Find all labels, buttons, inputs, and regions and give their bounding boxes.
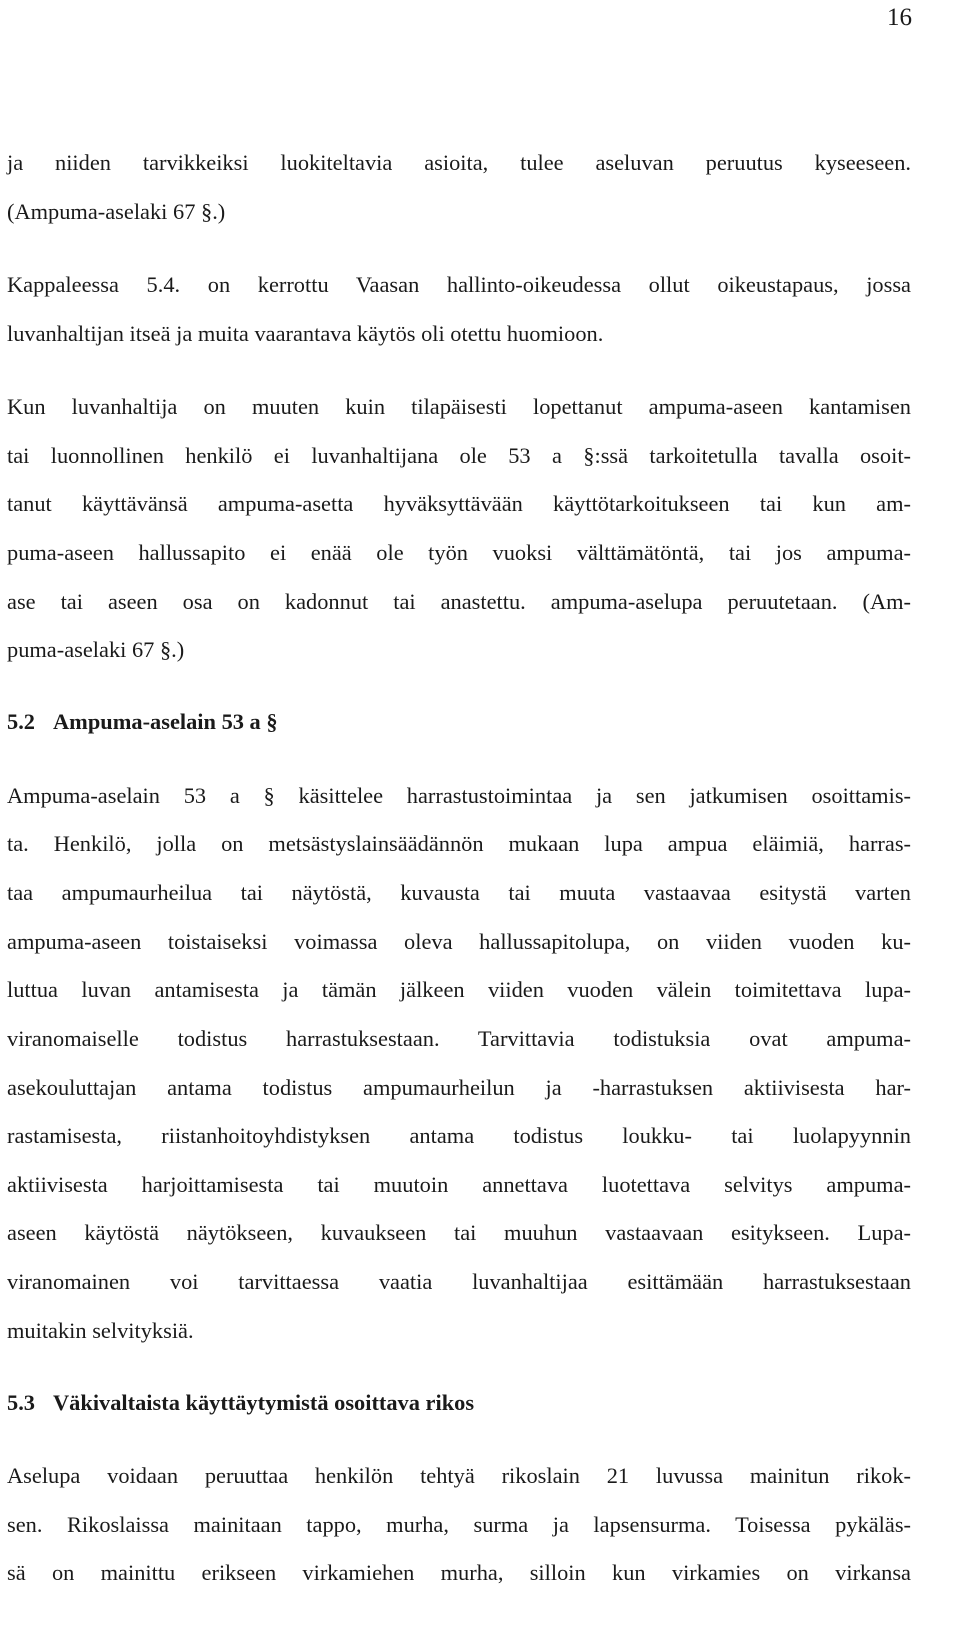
text-line: (Ampuma-aselaki 67 §.) xyxy=(7,199,226,224)
text-line: sä on mainittu erikseen virkamiehen murha, silloin kun virkamies on virkansa xyxy=(7,1560,911,1585)
section-heading xyxy=(7,1388,474,1418)
text-line: tanut käyttävänsä ampuma-asetta hyväksyttävään käyttötarkoitukseen tai kun am- xyxy=(7,491,911,516)
text-line: puma-aseen hallussapito ei enää ole työn vuoksi välttämätöntä, tai jos ampuma- xyxy=(7,540,911,565)
text-line: aktiivisesta harjoittamisesta tai muutoin annettava luotettava selvitys ampuma- xyxy=(7,1172,911,1197)
section-number: 5.2 xyxy=(7,709,35,734)
text-line: viranomaiselle todistus harrastuksestaan. Tarvittavia todistuksia ovat ampuma- xyxy=(7,1026,911,1051)
text-line: puma-aselaki 67 §.) xyxy=(7,637,185,662)
text-line: aseen käytöstä näytökseen, kuvaukseen tai muuhun vastaavaan esitykseen. Lupa- xyxy=(7,1220,911,1245)
text-line: asekouluttajan antama todistus ampumaurheilun ja -harrastuksen aktiivisesta har- xyxy=(7,1075,911,1100)
text-line: ja niiden tarvikkeiksi luokiteltavia asioita, tulee aseluvan peruutus kyseeseen. xyxy=(7,150,911,175)
text-line: tai luonnollinen henkilö ei luvanhaltijana ole 53 a §:ssä tarkoitetulla tavalla osoit- xyxy=(7,443,911,468)
text-line: Aselupa voidaan peruuttaa henkilön tehtyä rikoslain 21 luvussa mainitun rikok- xyxy=(7,1463,911,1488)
text-line: luttua luvan antamisesta ja tämän jälkeen viiden vuoden välein toimitettava lupa- xyxy=(7,977,911,1002)
text-line: rastamisesta, riistanhoitoyhdistyksen antama todistus loukku- tai luolapyynnin xyxy=(7,1123,911,1148)
text-line: taa ampumaurheilua tai näytöstä, kuvausta tai muuta vastaavaa esitystä varten xyxy=(7,880,911,905)
text-line: Kappaleessa 5.4. on kerrottu Vaasan hallinto-oikeudessa ollut oikeustapaus, jossa xyxy=(7,272,911,297)
text-line: ampuma-aseen toistaiseksi voimassa oleva hallussapitolupa, on viiden vuoden ku- xyxy=(7,929,911,954)
text-line: luvanhaltijan itseä ja muita vaarantava käytös oli otettu huomioon. xyxy=(7,321,604,346)
text-line: Ampuma-aselain 53 a § käsittelee harrastustoimintaa ja sen jatkumisen osoittamis- xyxy=(7,783,911,808)
section-title: Väkivaltaista käyttäytymistä osoittava rikos xyxy=(53,1390,475,1415)
text-line: viranomainen voi tarvittaessa vaatia luvanhaltijaa esittämään harrastuksestaan xyxy=(7,1269,911,1294)
text-line: muitakin selvityksiä. xyxy=(7,1318,194,1343)
text-line: ta. Henkilö, jolla on metsästyslainsäädännön mukaan lupa ampua eläimiä, harras- xyxy=(7,831,911,856)
page-number: 16 xyxy=(887,4,912,31)
text-line: ase tai aseen osa on kadonnut tai anastettu. ampuma-aselupa peruutetaan. (Am- xyxy=(7,589,911,614)
section-title: Ampuma-aselain 53 a § xyxy=(53,709,278,734)
section-heading xyxy=(7,707,278,737)
text-line: sen. Rikoslaissa mainitaan tappo, murha, surma ja lapsensurma. Toisessa pykäläs- xyxy=(7,1512,911,1537)
section-number: 5.3 xyxy=(7,1390,35,1415)
text-line: Kun luvanhaltija on muuten kuin tilapäisesti lopettanut ampuma-aseen kantamisen xyxy=(7,394,911,419)
